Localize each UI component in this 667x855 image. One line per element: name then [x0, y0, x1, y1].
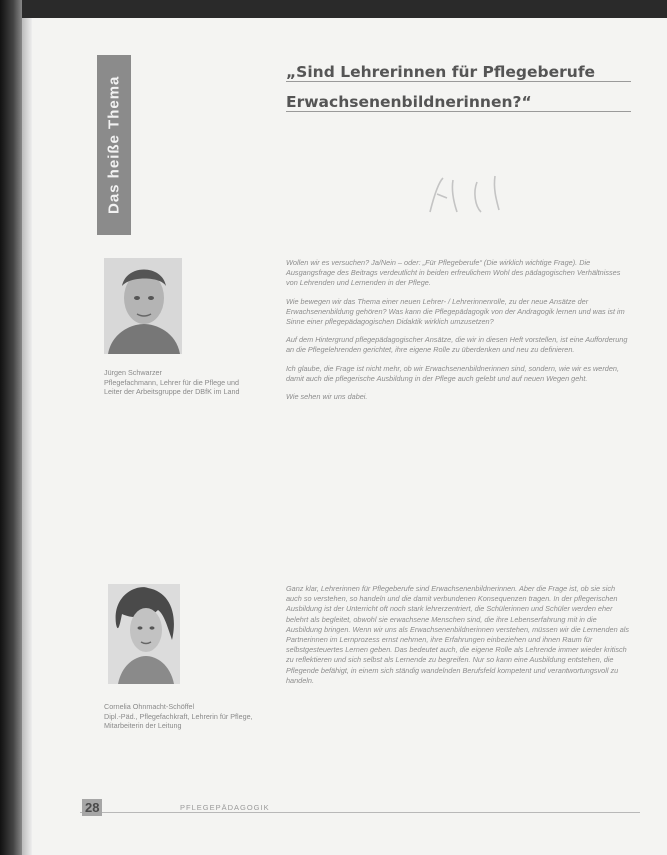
author-photo-1 — [104, 258, 182, 354]
headline-line-2: Erwachsenenbildnerinnen?“ — [286, 93, 532, 111]
article-1-paragraph: Wie sehen wir uns dabei. — [286, 392, 368, 402]
author-photo-2 — [108, 584, 180, 684]
article-1-paragraph: Wie bewegen wir das Thema einer neuen Lehrer- / Lehrerinnenrolle, zu der neue Ansätze der Erwachsenenbildung gehören? Was kann die Pflegepädagogik von der Andragogik lernen und was ist im Sinne einer pflegepädagogischen Didaktik wirklich umzusetzen? — [286, 296, 625, 327]
section-label: Das heiße Thema — [105, 75, 123, 215]
page-number: 28 — [82, 799, 102, 816]
handwritten-signature — [425, 172, 525, 220]
headline-rule-2 — [286, 111, 631, 112]
article-1-paragraph: Ich glaube, die Frage ist nicht mehr, ob wir Erwachsenenbildnerinnen sind, sondern, wie wir es werden, damit auch die pflegerische Ausbildung in der Pflege auch gelebt und auf neuen Wegen geht. — [286, 363, 619, 383]
article-2 — [286, 584, 631, 694]
article-1 — [286, 258, 631, 410]
headline — [286, 57, 626, 117]
headline-rule-1 — [286, 81, 631, 82]
footer-rule — [80, 812, 640, 813]
page-edge — [22, 18, 32, 855]
author-caption-1: Jürgen Schwarzer Pflegefachmann, Lehrer für die Pflege und Leiter der Arbeitsgruppe der DBfK im Land — [104, 368, 240, 396]
article-1-paragraph: Auf dem Hintergrund pflegepädagogischer Ansätze, die wir in diesen Heft vorstellen, ist eine Aufforderung an die Pflegelehrenden gerichtet, ihre eigene Rolle zu überdenken und neu zu definieren. — [286, 335, 628, 355]
article-2-paragraph: Ganz klar, Lehrerinnen für Pflegeberufe sind Erwachsenenbildnerinnen. Aber die Frage ist, ob sie sich auch so verstehen, so handeln und die damit verbundenen Konsequenzen tragen. In der pflegerischen Ausbildung ist der Unterricht oft noch stark lehrerzentriert, die Schülerinnen und Schüler werden eher belehrt als begleitet, obwohl sie erwachsene Menschen sind, die ihre Lebenserfahrung mit in die Ausbildung bringen. Wenn wir uns als Erwachsenenbildnerinnen verstehen, müssen wir die Lernenden als Partnerinnen im Lernprozess ernst nehmen, ihre Erfahrungen einbeziehen und ihnen Raum für selbstgesteuertes Lernen geben. Das bedeutet auch, die eigene Rolle als Lehrende immer wieder kritisch zu reflektieren und sich selbst als Lernende zu begreifen. Nur so kann eine Ausbildung entstehen, die Pflegende befähigt, in einem sich ständig wandelnden Berufsfeld kompetent und verantwortungsvoll zu handeln. — [286, 584, 630, 685]
article-1-paragraph: Wollen wir es versuchen? Ja/Nein – oder: „Für Pflegeberufe“ (Die wirklich wichtige Frage). Die Ausgangsfrage des Beitrags verdeutlicht in beiden erfreulichem Wohl des pädagogischen Verhältnisses von Lehrenden und Lernenden in der Pflege. — [286, 258, 621, 288]
headline-line-1: „Sind Lehrerinnen für Pflegeberufe — [286, 63, 596, 81]
magazine-name: PFLEGEPÄDAGOGIK — [180, 803, 270, 812]
book-spine-shadow — [0, 0, 22, 855]
author-caption-2: Cornelia Ohnmacht-Schöffel Dipl.-Päd., Pflegefachkraft, Lehrerin für Pflege, Mitarbeiterin der Leitung — [104, 702, 253, 730]
